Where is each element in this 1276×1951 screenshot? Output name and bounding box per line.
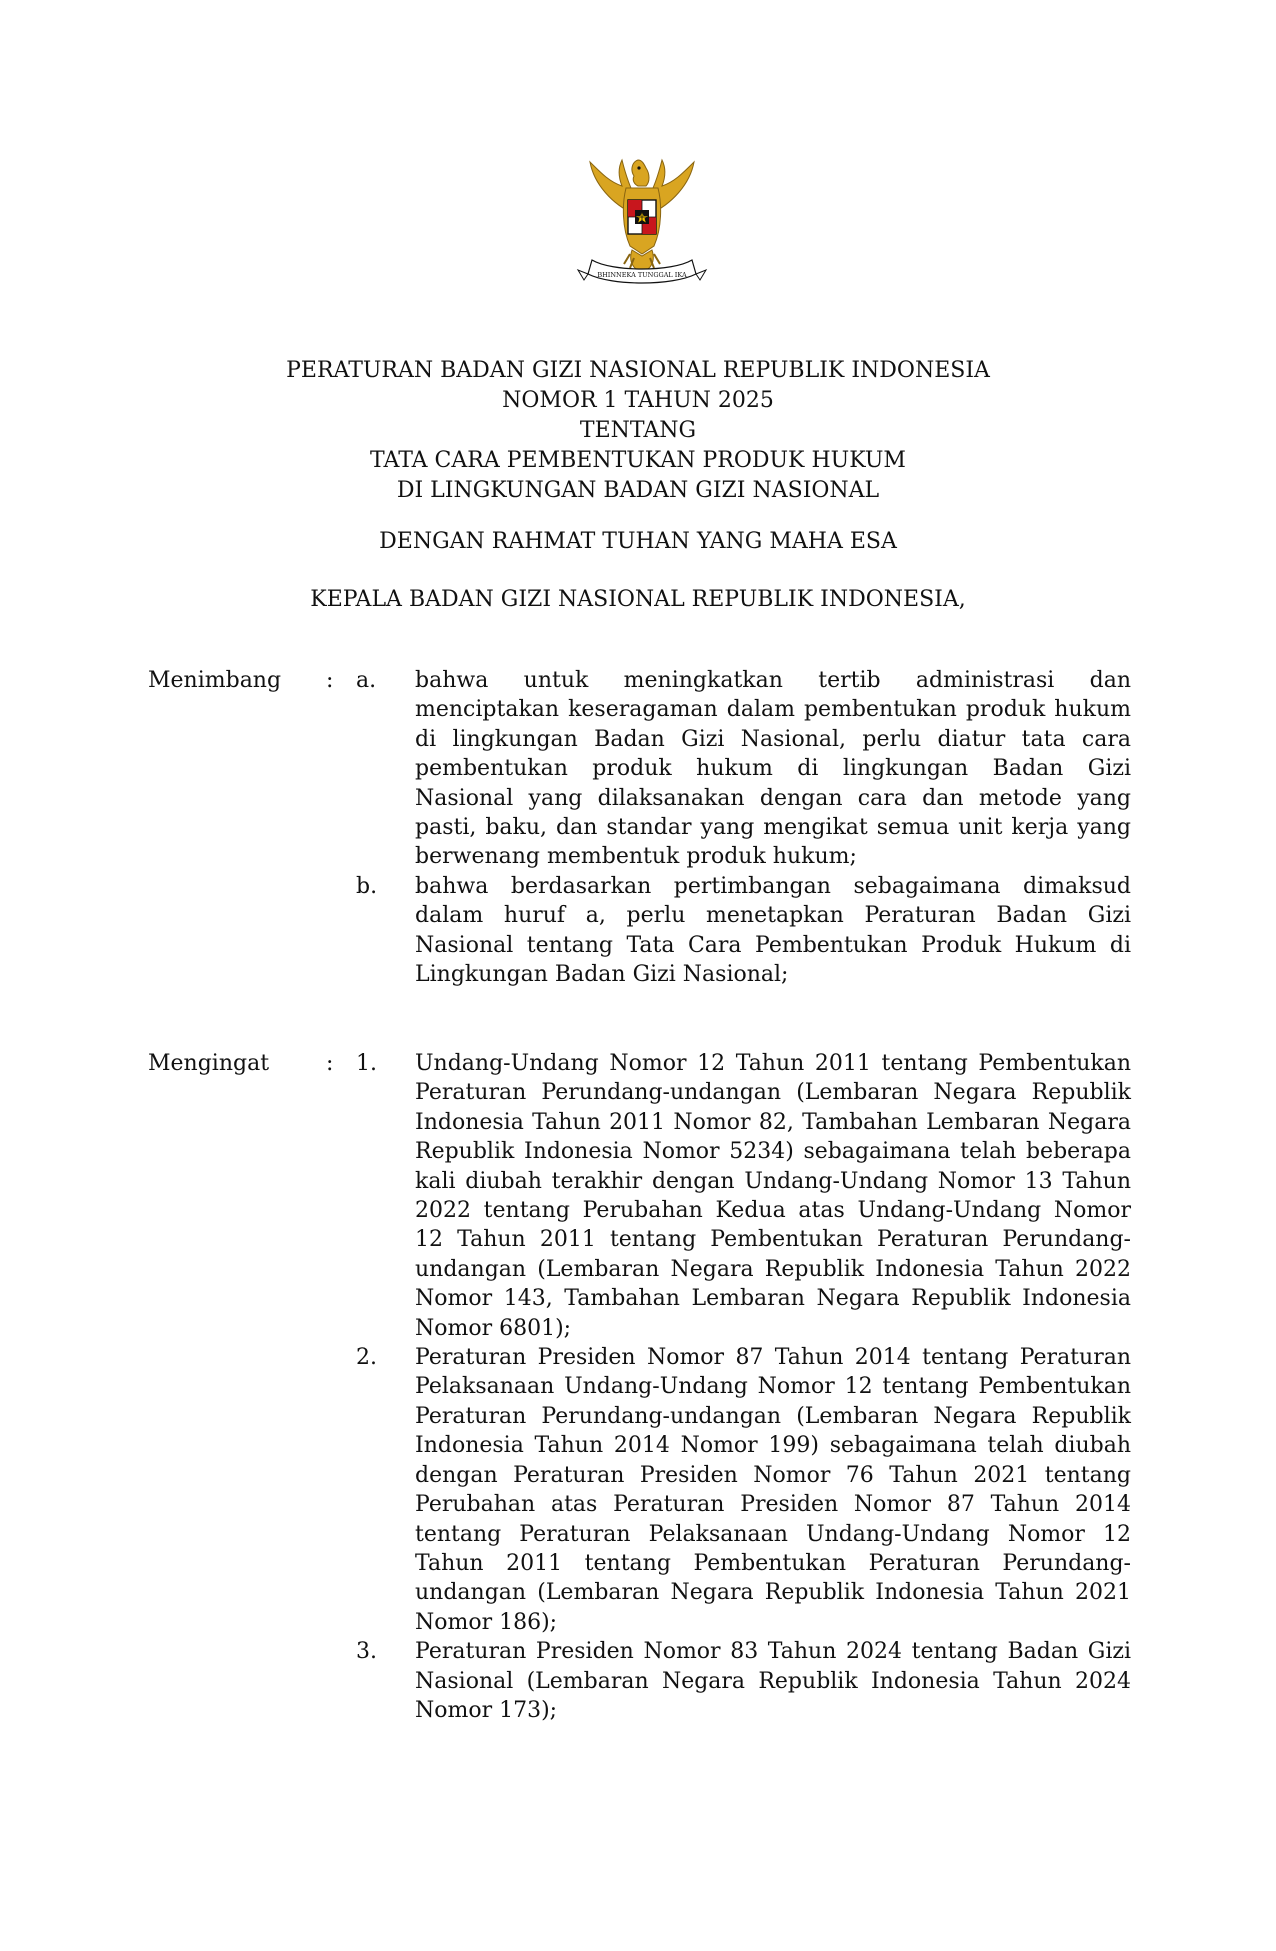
authority-line: KEPALA BADAN GIZI NASIONAL REPUBLIK INDONESIA,: [310, 587, 966, 612]
item-text: bahwa untuk meningkatkan tertib administrasi dan menciptakan keseragaman dalam pembentukan produk hukum di lingkungan Badan Gizi Nasional, perlu diatur tata cara pembentukan produk hukum di lingkungan Badan Gizi Nasional yang dilaksanakan dengan cara dan metode yang pasti, baku, dan standar yang mengikat semua unit kerja yang berwenang membentuk produk hukum;: [415, 668, 1131, 870]
mengingat-colon: :: [326, 1051, 334, 1076]
regulation-title: [0, 356, 1276, 506]
menimbang-item: [0, 872, 1276, 990]
title-line-5: DI LINGKUNGAN BADAN GIZI NASIONAL: [396, 478, 880, 503]
menimbang-item: [0, 666, 1276, 872]
item-text: Undang-Undang Nomor 12 Tahun 2011 tentang Pembentukan Peraturan Perundang-undangan (Lembaran Negara Republik Indonesia Tahun 2011 Nomor 82, Tambahan Lembaran Negara Republik Indonesia Nomor 5234) sebagaimana telah beberapa kali diubah terakhir dengan Undang-Undang Nomor 13 Tahun 2022 tentang Perubahan Kedua atas Undang-Undang Nomor 12 Tahun 2011 tentang Pembentukan Peraturan Perundang-undangan (Lembaran Negara Republik Indonesia Tahun 2022 Nomor 143, Tambahan Lembaran Negara Republik Indonesia Nomor 6801);: [415, 1051, 1131, 1341]
menimbang-label: Menimbang: [148, 668, 282, 693]
item-text: Peraturan Presiden Nomor 87 Tahun 2014 tentang Peraturan Pelaksanaan Undang-Undang Nomor 12 tentang Pembentukan Peraturan Perundang-undangan (Lembaran Negara Republik Indonesia Tahun 2014 Nomor 199) sebagaimana telah diubah dengan Peraturan Presiden Nomor 76 Tahun 2021 tentang Perubahan atas Peraturan Presiden Nomor 87 Tahun 2014 tentang Peraturan Pelaksanaan Undang-Undang Nomor 12 Tahun 2011 tentang Pembentukan Peraturan Perundang-undangan (Lembaran Negara Republik Indonesia Tahun 2021 Nomor 186);: [415, 1345, 1131, 1635]
item-marker: a.: [356, 668, 377, 693]
item-text: Peraturan Presiden Nomor 83 Tahun 2024 tentang Badan Gizi Nasional (Lembaran Negara Republik Indonesia Tahun 2024 Nomor 173);: [415, 1639, 1131, 1723]
item-marker: b.: [356, 873, 378, 899]
item-marker: 2.: [356, 1345, 377, 1371]
title-line-4: TATA CARA PEMBENTUKAN PRODUK HUKUM: [370, 448, 906, 473]
item-marker: 3.: [356, 1639, 377, 1665]
garuda-emblem-icon: [572, 154, 712, 294]
svg-text:BHINNEKA TUNGGAL IKA: BHINNEKA TUNGGAL IKA: [597, 271, 687, 279]
title-line-3: TENTANG: [579, 418, 697, 443]
mengingat-item: [0, 1049, 1276, 1343]
title-line-2: NOMOR 1 TAHUN 2025: [502, 388, 774, 413]
invocation-line: DENGAN RAHMAT TUHAN YANG MAHA ESA: [379, 529, 897, 554]
mengingat-label: Mengingat: [148, 1051, 270, 1076]
item-marker: 1.: [356, 1051, 377, 1076]
mengingat-item: [0, 1343, 1276, 1637]
menimbang-colon: :: [326, 668, 334, 693]
mengingat-section: [0, 1049, 1276, 1725]
menimbang-section: [0, 666, 1276, 989]
mengingat-item: [0, 1637, 1276, 1725]
item-text: bahwa berdasarkan pertimbangan sebagaimana dimaksud dalam huruf a, perlu menetapkan Peraturan Badan Gizi Nasional tentang Tata Cara Pembentukan Produk Hukum di Lingkungan Badan Gizi Nasional;: [415, 873, 1131, 988]
title-line-1: PERATURAN BADAN GIZI NASIONAL REPUBLIK INDONESIA: [286, 358, 990, 383]
